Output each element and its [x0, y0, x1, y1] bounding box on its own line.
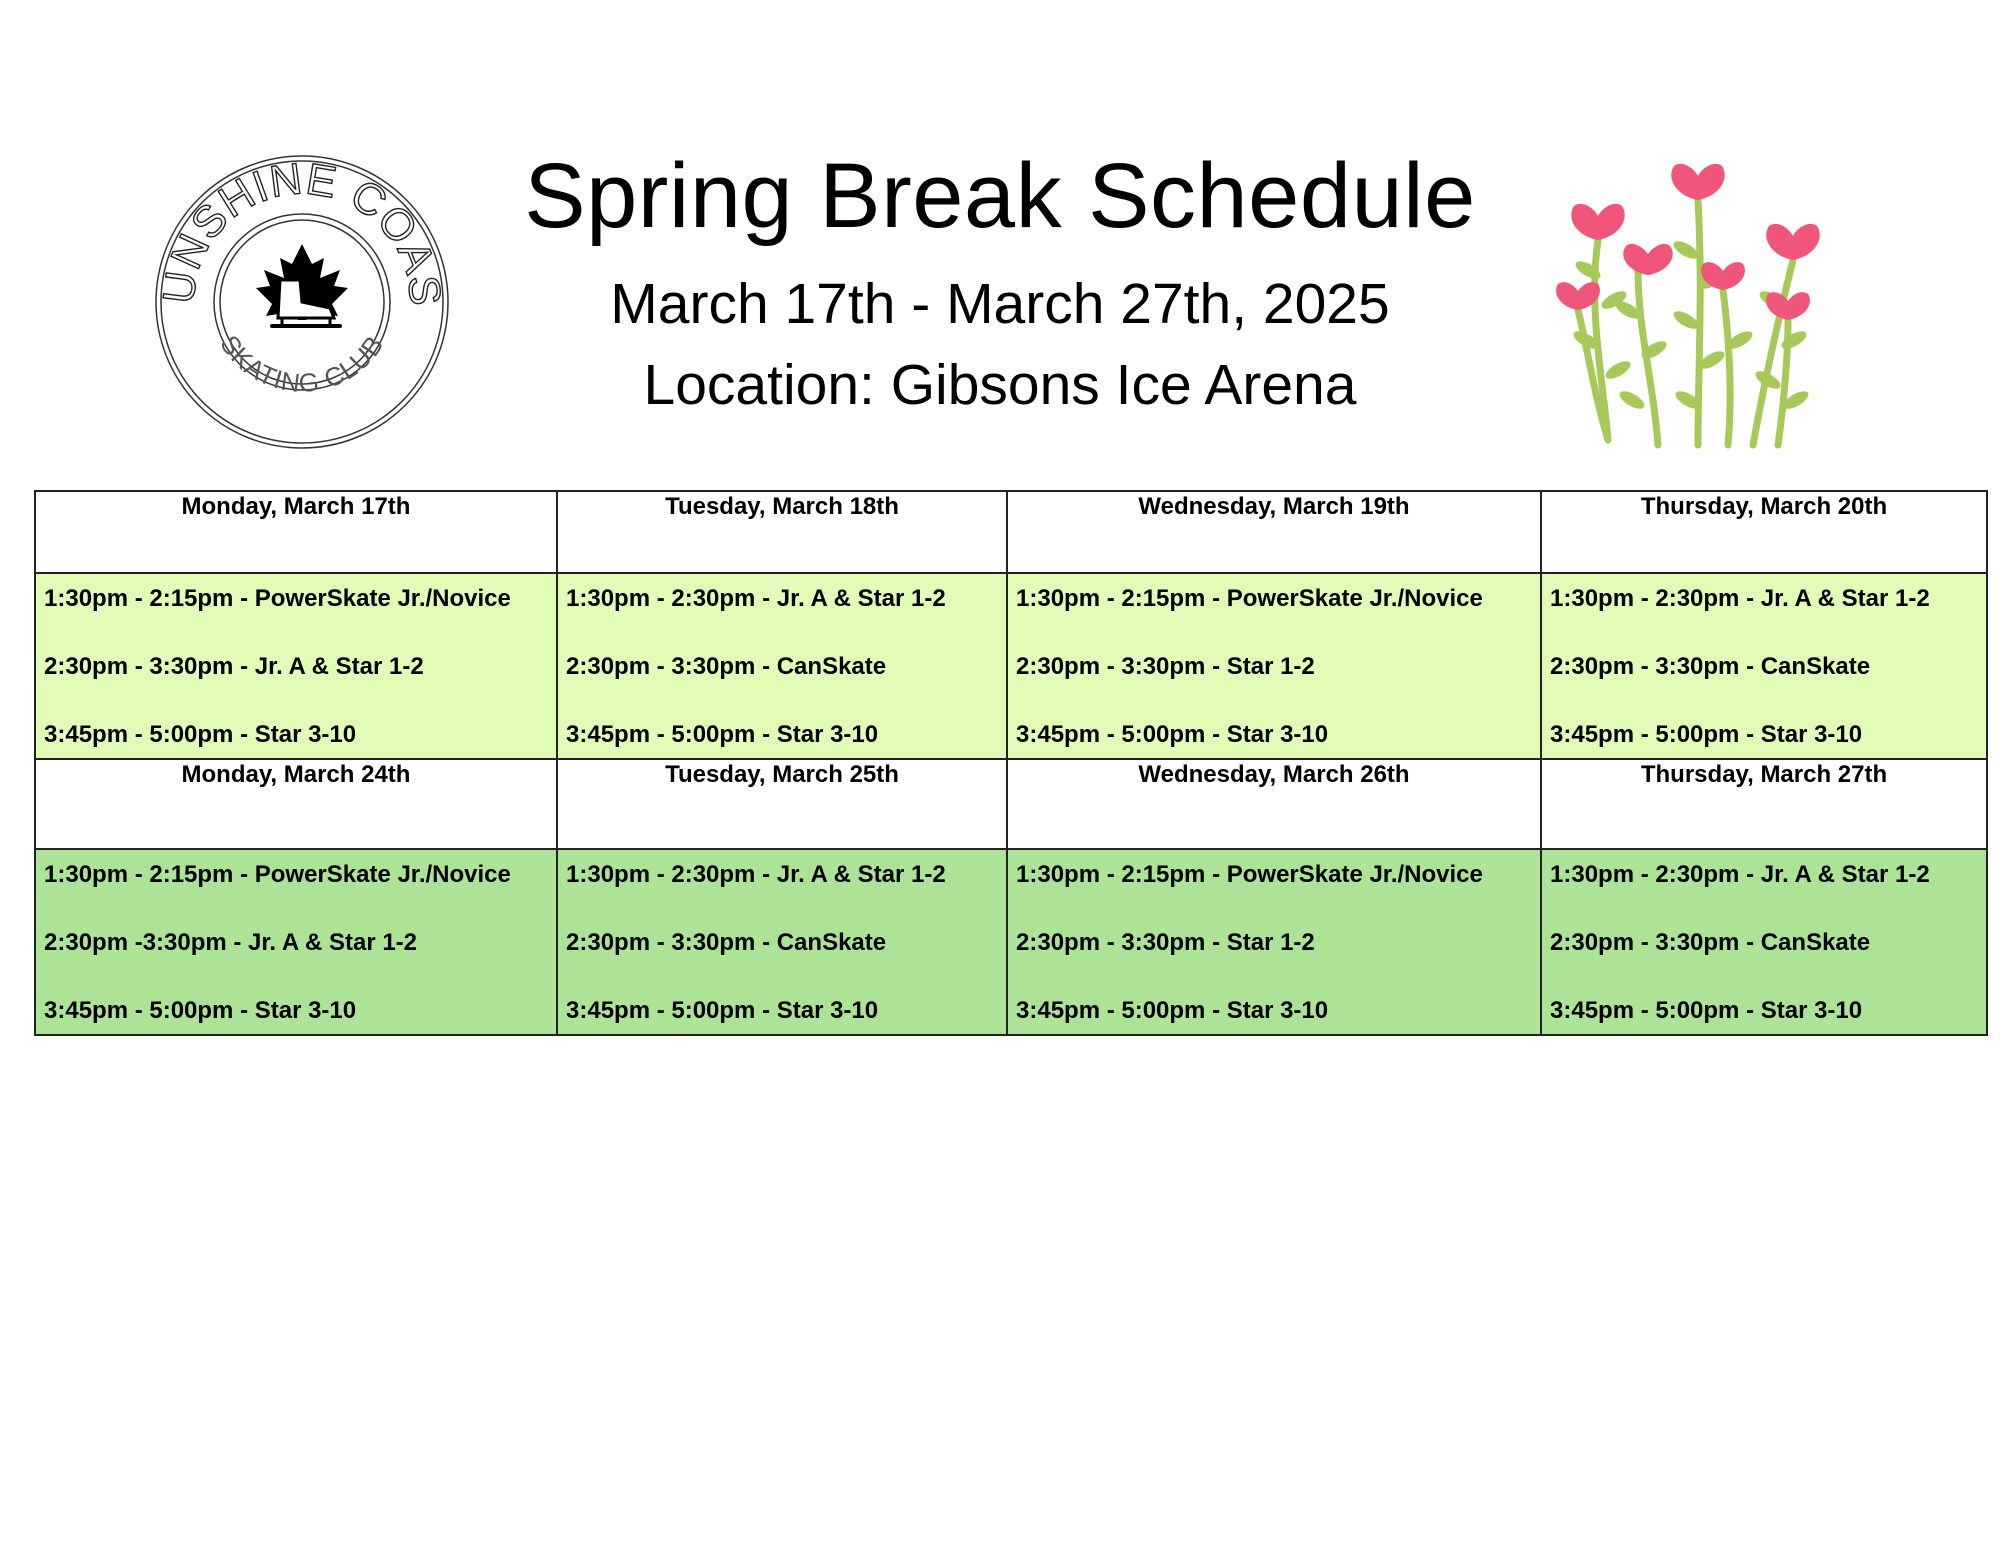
schedule-table — [34, 490, 1988, 1036]
page-title: Spring Break Schedule — [524, 145, 1476, 247]
logo-text-bottom: SKATING CLUB — [214, 329, 390, 399]
week1-day-header-row — [35, 491, 1987, 573]
day-header: Thursday, March 27th — [1541, 759, 1987, 849]
time-slot: 1:30pm - 2:30pm - Jr. A & Star 1-2 — [566, 585, 946, 612]
time-slot: 3:45pm - 5:00pm - Star 3-10 — [1016, 721, 1329, 748]
day-header: Monday, March 17th — [35, 491, 557, 573]
time-slot: 1:30pm - 2:15pm - PowerSkate Jr./Novice — [44, 861, 511, 888]
time-slot: 1:30pm - 2:30pm - Jr. A & Star 1-2 — [1550, 585, 1930, 612]
time-slot: 2:30pm - 3:30pm - CanSkate — [566, 653, 887, 680]
time-slot: 3:45pm - 5:00pm - Star 3-10 — [566, 721, 879, 748]
week2-slots-row — [35, 849, 1987, 1035]
time-slot: 2:30pm - 3:30pm - Star 1-2 — [1016, 929, 1315, 956]
day-slots — [1541, 573, 1987, 759]
location-text: Location: Gibsons Ice Arena — [643, 353, 1357, 417]
day-slots — [1007, 849, 1541, 1035]
day-header: Monday, March 24th — [35, 759, 557, 849]
date-range: March 17th - March 27th, 2025 — [610, 272, 1390, 336]
flowers-graphic — [1548, 160, 1848, 460]
day-slots — [1007, 573, 1541, 759]
day-slots — [35, 573, 557, 759]
day-header: Wednesday, March 26th — [1007, 759, 1541, 849]
time-slot: 1:30pm - 2:15pm - PowerSkate Jr./Novice — [1016, 861, 1483, 888]
day-header: Wednesday, March 19th — [1007, 491, 1541, 573]
time-slot: 3:45pm - 5:00pm - Star 3-10 — [1016, 997, 1329, 1024]
time-slot: 2:30pm - 3:30pm - Jr. A & Star 1-2 — [44, 653, 424, 680]
time-slot: 3:45pm - 5:00pm - Star 3-10 — [44, 997, 357, 1024]
time-slot: 1:30pm - 2:15pm - PowerSkate Jr./Novice — [44, 585, 511, 612]
day-slots — [557, 573, 1007, 759]
time-slot: 3:45pm - 5:00pm - Star 3-10 — [44, 721, 357, 748]
week2-day-header-row — [35, 759, 1987, 849]
time-slot: 3:45pm - 5:00pm - Star 3-10 — [1550, 997, 1863, 1024]
club-logo — [152, 152, 452, 452]
maple-leaf-skate-icon — [256, 244, 348, 326]
logo-text-top: UNSHINE COAS — [154, 154, 450, 309]
time-slot: 3:45pm - 5:00pm - Star 3-10 — [1550, 721, 1863, 748]
day-slots — [35, 849, 557, 1035]
day-slots — [1541, 849, 1987, 1035]
time-slot: 2:30pm - 3:30pm - CanSkate — [566, 929, 887, 956]
time-slot: 2:30pm -3:30pm - Jr. A & Star 1-2 — [44, 929, 418, 956]
time-slot: 1:30pm - 2:30pm - Jr. A & Star 1-2 — [566, 861, 946, 888]
time-slot: 1:30pm - 2:15pm - PowerSkate Jr./Novice — [1016, 585, 1483, 612]
club-logo-graphic — [152, 152, 452, 452]
time-slot: 3:45pm - 5:00pm - Star 3-10 — [566, 997, 879, 1024]
pink-flowers-icon — [1548, 160, 1848, 460]
time-slot: 2:30pm - 3:30pm - CanSkate — [1550, 929, 1871, 956]
day-header: Thursday, March 20th — [1541, 491, 1987, 573]
time-slot: 2:30pm - 3:30pm - CanSkate — [1550, 653, 1871, 680]
time-slot: 2:30pm - 3:30pm - Star 1-2 — [1016, 653, 1315, 680]
week1-slots-row — [35, 573, 1987, 759]
time-slot: 1:30pm - 2:30pm - Jr. A & Star 1-2 — [1550, 861, 1930, 888]
schedule-header — [420, 145, 1580, 417]
day-header: Tuesday, March 18th — [557, 491, 1007, 573]
day-slots — [557, 849, 1007, 1035]
day-header: Tuesday, March 25th — [557, 759, 1007, 849]
